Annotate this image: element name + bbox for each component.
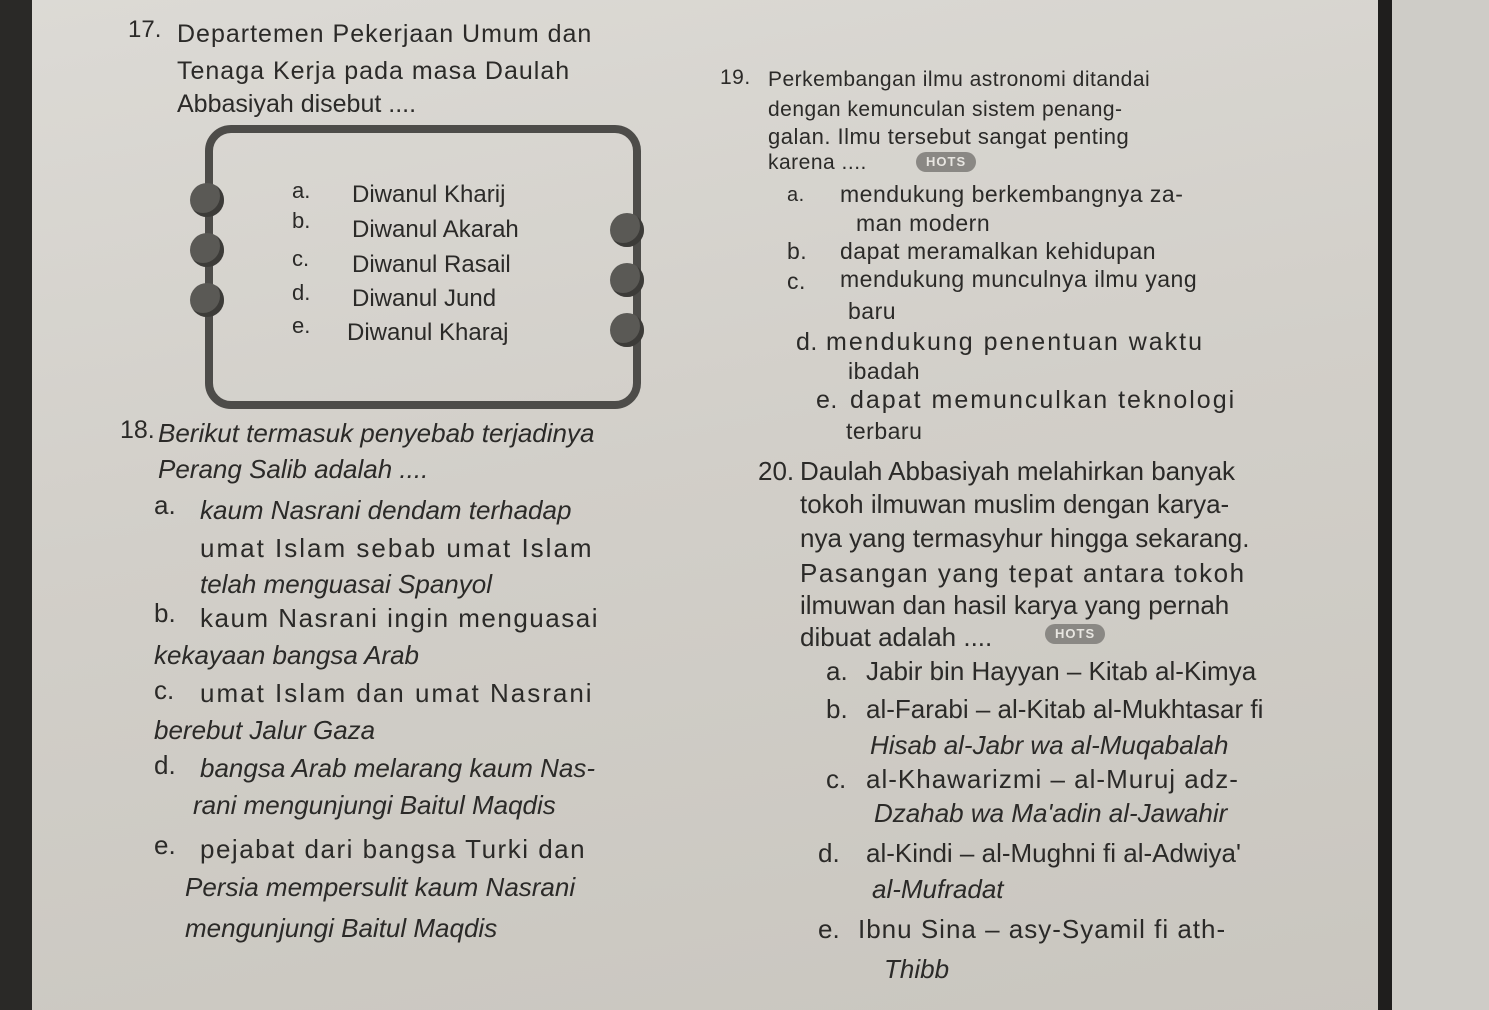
q20-option-e-line-2: Thibb (884, 954, 950, 984)
q18-option-e-line-3: mengunjungi Baitul Maqdis (185, 913, 498, 943)
q19-option-a-line-1: mendukung berkembangnya za- (840, 181, 1184, 207)
q20-option-a-letter: a. (826, 656, 848, 686)
q19-option-c-line-1: mendukung munculnya ilmu yang (840, 266, 1198, 292)
q17-option-d-letter: d. (292, 280, 311, 305)
q19-hots-badge: HOTS (916, 152, 976, 172)
q18-option-b-line-1: kaum Nasrani ingin menguasai (200, 603, 599, 633)
q19-option-c-line-2: baru (848, 298, 897, 324)
q19-option-b-letter: b. (787, 238, 808, 264)
q20-stem-line-4: Pasangan yang tepat antara tokoh (800, 558, 1246, 588)
q20-option-b-line-2: Hisab al-Jabr wa al-Muqabalah (870, 730, 1229, 760)
binder-ring-right-1 (610, 213, 644, 247)
q19-option-d-line-2: ibadah (848, 358, 921, 384)
q17-stem-line-2: Tenaga Kerja pada masa Daulah (177, 57, 571, 85)
q18-stem-line-1: Berikut termasuk penyebab terjadinya (158, 418, 595, 448)
q19-option-e-letter: e. (816, 386, 838, 414)
q20-number: 20. (758, 456, 795, 486)
binder-ring-right-2 (610, 263, 644, 297)
q19-option-c-letter: c. (787, 268, 806, 294)
q19-option-a-letter: a. (787, 184, 805, 206)
q18-option-b-line-2: kekayaan bangsa Arab (154, 640, 420, 670)
q17-stem-line-1: Departemen Pekerjaan Umum dan (177, 20, 593, 48)
q20-hots-badge: HOTS (1045, 624, 1105, 644)
q20-stem-line-1: Daulah Abbasiyah melahirkan banyak (800, 456, 1236, 486)
q18-option-b-letter: b. (154, 598, 176, 628)
q20-option-e-line-1: Ibnu Sina – asy-Syamil fi ath- (858, 914, 1227, 944)
binder-ring-left-1 (190, 183, 224, 217)
q20-option-e-letter: e. (818, 914, 840, 944)
q20-option-b-letter: b. (826, 694, 848, 724)
right-margin (1379, 0, 1489, 1010)
q18-stem-line-2: Perang Salib adalah .... (158, 454, 429, 484)
q17-option-a-letter: a. (292, 178, 311, 203)
q19-option-d-line-1: mendukung penentuan waktu (826, 328, 1205, 356)
q17-option-e-text: Diwanul Kharaj (347, 319, 509, 346)
q20-option-a-line-1: Jabir bin Hayyan – Kitab al-Kimya (866, 656, 1257, 686)
q17-option-b-letter: b. (292, 208, 311, 233)
q17-option-a-text: Diwanul Kharij (352, 181, 506, 208)
binder-ring-right-3 (610, 313, 644, 347)
q17-option-c-text: Diwanul Rasail (352, 251, 511, 278)
q17-option-d-text: Diwanul Jund (352, 285, 497, 312)
q18-option-e-line-1: pejabat dari bangsa Turki dan (200, 834, 587, 864)
q18-option-c-line-1: umat Islam dan umat Nasrani (200, 678, 594, 708)
page-edge-line (1378, 0, 1392, 1010)
q18-option-e-line-2: Persia mempersulit kaum Nasrani (185, 872, 576, 902)
q20-stem-line-3: nya yang termasyhur hingga sekarang. (800, 523, 1250, 553)
q19-stem-line-1: Perkembangan ilmu astronomi ditandai (768, 68, 1151, 91)
q17-option-c-letter: c. (292, 246, 310, 271)
q18-option-d-line-2: rani mengunjungi Baitul Maqdis (193, 790, 556, 820)
q17-stem-line-3: Abbasiyah disebut .... (177, 90, 417, 118)
q19-number: 19. (720, 66, 751, 89)
q18-number: 18. (120, 416, 155, 444)
q18-option-a-line-2: umat Islam sebab umat Islam (200, 533, 594, 563)
q18-option-a-line-1: kaum Nasrani dendam terhadap (200, 495, 572, 525)
q20-stem-line-2: tokoh ilmuwan muslim dengan karya- (800, 489, 1230, 519)
q19-stem-line-3: galan. Ilmu tersebut sangat penting (768, 124, 1130, 149)
q18-option-d-letter: d. (154, 750, 176, 780)
q20-stem-line-6: dibuat adalah .... (800, 622, 993, 652)
q20-option-c-line-1: al-Khawarizmi – al-Muruj adz- (866, 764, 1239, 794)
q18-option-c-line-2: berebut Jalur Gaza (154, 715, 376, 745)
q19-option-a-line-2: man modern (856, 210, 991, 236)
q18-option-c-letter: c. (154, 675, 175, 705)
q18-option-a-line-3: telah menguasai Spanyol (200, 569, 492, 599)
q20-option-b-line-1: al-Farabi – al-Kitab al-Mukhtasar fi (866, 694, 1264, 724)
q20-option-c-line-2: Dzahab wa Ma'adin al-Jawahir (874, 798, 1228, 828)
q20-option-d-line-1: al-Kindi – al-Mughni fi al-Adwiya' (866, 838, 1241, 868)
left-binding-edge (0, 0, 32, 1010)
q17-option-e-letter: e. (292, 313, 311, 338)
binder-ring-left-2 (190, 233, 224, 267)
q20-stem-line-5: ilmuwan dan hasil karya yang pernah (800, 590, 1230, 620)
q19-stem-line-2: dengan kemunculan sistem penang- (768, 98, 1123, 121)
q17-option-b-text: Diwanul Akarah (352, 216, 519, 243)
q18-option-d-line-1: bangsa Arab melarang kaum Nas- (200, 753, 596, 783)
q20-option-d-line-2: al-Mufradat (872, 874, 1004, 904)
q20-option-c-letter: c. (826, 764, 847, 794)
q20-option-d-letter: d. (818, 838, 840, 868)
q18-option-e-letter: e. (154, 830, 176, 860)
q19-stem-line-4: karena .... (768, 151, 867, 174)
binder-ring-left-3 (190, 283, 224, 317)
q18-option-a-letter: a. (154, 490, 176, 520)
q19-option-b-line-1: dapat meramalkan kehidupan (840, 238, 1157, 264)
q17-number: 17. (128, 16, 162, 43)
q19-option-d-letter: d. (796, 328, 818, 356)
q19-option-e-line-2: terbaru (846, 418, 923, 444)
q19-option-e-line-1: dapat memunculkan teknologi (850, 386, 1237, 414)
